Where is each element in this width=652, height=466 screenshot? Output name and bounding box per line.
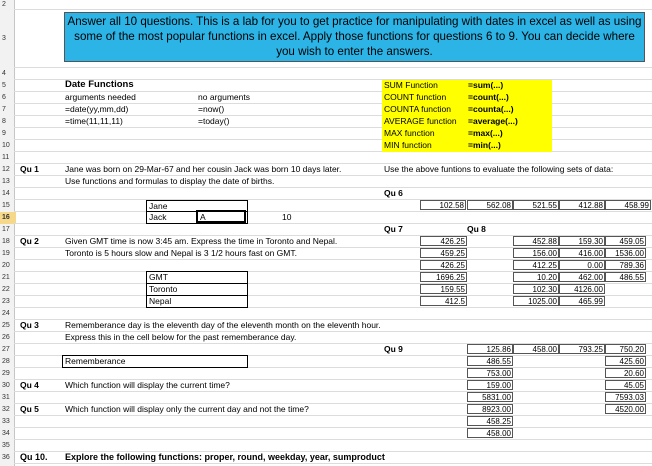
qu7-data-cell[interactable]: 426.25 xyxy=(420,260,467,270)
qu3-text-2: Express this in the cell below for the past rememberance day. xyxy=(65,332,297,342)
row-header-11[interactable]: 11 xyxy=(2,154,10,161)
row-header-20[interactable]: 20 xyxy=(2,262,10,269)
qu9-data-cell[interactable]: 486.55 xyxy=(467,356,513,366)
qu2-text-2: Toronto is 5 hours slow and Nepal is 3 1/2 hours fast on GMT. xyxy=(65,248,297,258)
nepal-label: Nepal xyxy=(149,296,172,306)
qu9-label: Qu 9 xyxy=(384,344,403,354)
qu6-data-cell[interactable]: 521.55 xyxy=(513,200,559,210)
qu7-data-cell[interactable]: 159.55 xyxy=(420,284,467,294)
qu7-data-cell[interactable]: 426.25 xyxy=(420,236,467,246)
jack-label: Jack xyxy=(149,212,167,222)
function-formula: =count(...) xyxy=(468,92,509,102)
gridline xyxy=(14,415,652,416)
qu8-data-cell[interactable]: 789.36 xyxy=(605,260,646,270)
row-header-35[interactable]: 35 xyxy=(2,442,10,449)
jane-label: Jane xyxy=(149,201,168,211)
qu1-text-1: Jane was born on 29-Mar-67 and her cousin Jack was born 10 days later. xyxy=(65,164,342,174)
qu10-text: Explore the following functions: proper, round, weekday, year, sumproduct xyxy=(65,452,385,462)
gridline xyxy=(14,127,652,128)
qu6-data-cell[interactable]: 412.88 xyxy=(559,200,605,210)
qu8-data-cell[interactable]: 416.00 xyxy=(559,248,605,258)
today-formula: =today() xyxy=(198,116,230,126)
gridline xyxy=(14,151,652,152)
row-header-2[interactable]: 2 xyxy=(2,1,6,8)
qu3-label: Qu 3 xyxy=(20,320,39,330)
row-header-7[interactable]: 7 xyxy=(2,106,6,113)
qu1-text-2: Use functions and formulas to display the date of births. xyxy=(65,176,275,186)
row-header-10[interactable]: 10 xyxy=(2,142,10,149)
qu8-data-cell[interactable]: 412.25 xyxy=(513,260,559,270)
rememberance-label: Rememberance xyxy=(65,356,126,366)
gridline xyxy=(14,307,652,308)
qu5-text: Which function will display only the current day and not the time? xyxy=(65,404,309,414)
qu8-data-cell[interactable]: 486.55 xyxy=(605,272,646,282)
qu6-data-cell[interactable]: 458.99 xyxy=(605,200,651,210)
no-args-label: no arguments xyxy=(198,92,250,102)
gmt-label: GMT xyxy=(149,272,168,282)
qu9-data-cell[interactable]: 20.60 xyxy=(605,368,646,378)
qu5-label: Qu 5 xyxy=(20,404,39,414)
row-header-14[interactable]: 14 xyxy=(2,190,10,197)
row-header-21[interactable]: 21 xyxy=(2,274,10,281)
qu6-data-cell[interactable]: 562.08 xyxy=(467,200,513,210)
qu8-data-cell[interactable]: 1536.00 xyxy=(605,248,646,258)
function-formula: =average(...) xyxy=(468,116,518,126)
row-header-6[interactable]: 6 xyxy=(2,94,6,101)
args-needed-label: arguments needed xyxy=(65,92,136,102)
qu7-data-cell[interactable]: 459.25 xyxy=(420,248,467,258)
row-header-4[interactable]: 4 xyxy=(2,70,6,77)
qu9-data-cell[interactable]: 458.25 xyxy=(467,416,513,426)
qu8-data-cell[interactable]: 0.00 xyxy=(559,260,605,270)
qu10-label: Qu 10. xyxy=(20,452,48,462)
qu8-data-cell[interactable]: 102.30 xyxy=(513,284,559,294)
qu3-text-1: Rememberance day is the eleventh day of the eleventh month on the eleventh hour. xyxy=(65,320,381,330)
qu8-label: Qu 8 xyxy=(467,224,486,234)
qu9-data-cell[interactable]: 750.20 xyxy=(605,344,646,354)
row-header-33[interactable]: 33 xyxy=(2,418,10,425)
qu8-data-cell[interactable]: 465.99 xyxy=(559,296,605,306)
row-header-18[interactable]: 18 xyxy=(2,238,10,245)
row-header-13[interactable]: 13 xyxy=(2,178,10,185)
function-name: MIN function xyxy=(384,140,432,150)
row-header-30[interactable]: 30 xyxy=(2,382,10,389)
row-header-27[interactable]: 27 xyxy=(2,346,10,353)
gridline xyxy=(14,439,652,440)
row-header-8[interactable]: 8 xyxy=(2,118,6,125)
row-header-29[interactable]: 29 xyxy=(2,370,10,377)
qu7-data-cell[interactable]: 1696.25 xyxy=(420,272,467,282)
qu8-data-cell[interactable]: 156.00 xyxy=(513,248,559,258)
now-formula: =now() xyxy=(198,104,225,114)
gridline xyxy=(14,223,652,224)
qu8-data-cell[interactable]: 459.05 xyxy=(605,236,646,246)
qu9-data-cell[interactable]: 45.05 xyxy=(605,380,646,390)
gridline xyxy=(14,211,652,212)
qu8-data-cell[interactable]: 4126.00 xyxy=(559,284,605,294)
row-header-3[interactable]: 3 xyxy=(2,35,6,42)
row-header-32[interactable]: 32 xyxy=(2,406,10,413)
gridline xyxy=(14,463,652,464)
qu6-label: Qu 6 xyxy=(384,188,403,198)
row-header-17[interactable]: 17 xyxy=(2,226,10,233)
qu7-label: Qu 7 xyxy=(384,224,403,234)
function-formula: =sum(...) xyxy=(468,80,504,90)
row-header-28[interactable]: 28 xyxy=(2,358,10,365)
qu4-label: Qu 4 xyxy=(20,380,39,390)
qu9-data-cell[interactable]: 4520.00 xyxy=(605,404,646,414)
qu9-data-cell[interactable]: 125.86 xyxy=(467,344,513,354)
function-name: MAX function xyxy=(384,128,435,138)
function-name: SUM Function xyxy=(384,80,438,90)
gridline xyxy=(14,139,652,140)
date-formula: =date(yy,mm,dd) xyxy=(65,104,129,114)
qu9-data-cell[interactable]: 458.00 xyxy=(467,428,513,438)
qu2-text-1: Given GMT time is now 3:45 am. Express the time in Toronto and Nepal. xyxy=(65,236,338,246)
row-header-23[interactable]: 23 xyxy=(2,298,10,305)
row-header-24[interactable]: 24 xyxy=(2,310,10,317)
row-header-9[interactable]: 9 xyxy=(2,130,6,137)
qu2-label: Qu 2 xyxy=(20,236,39,246)
qu7-data-cell[interactable]: 412.5 xyxy=(420,296,467,306)
qu9-data-cell[interactable]: 458.00 xyxy=(513,344,559,354)
qu8-data-cell[interactable]: 10.20 xyxy=(513,272,559,282)
date-functions-title: Date Functions xyxy=(65,79,134,90)
gridline xyxy=(14,187,652,188)
row-header-16[interactable]: 16 xyxy=(0,212,16,224)
function-name: COUNT function xyxy=(384,92,447,102)
qu9-data-cell[interactable]: 7593.03 xyxy=(605,392,646,402)
qu9-data-cell[interactable]: 425.60 xyxy=(605,356,646,366)
row-header-5[interactable]: 5 xyxy=(2,82,6,89)
qu8-data-cell[interactable]: 452.88 xyxy=(513,236,559,246)
row-header-25[interactable]: 25 xyxy=(2,322,10,329)
function-formula: =max(...) xyxy=(468,128,503,138)
gridline xyxy=(14,9,652,10)
instructions-banner[interactable]: Answer all 10 questions. This is a lab for you to get practice for manipulating with dates in excel as well as using some of the most popular functions in excel. Apply those functions for questions 6 to 9. You can decide where you wish to enter the answers. xyxy=(64,12,645,62)
row-header-19[interactable]: 19 xyxy=(2,250,10,257)
qu9-data-cell[interactable]: 5831.00 xyxy=(467,392,513,402)
time-formula: =time(11,11,11) xyxy=(65,116,123,126)
qu1-label: Qu 1 xyxy=(20,164,39,174)
function-name: AVERAGE function xyxy=(384,116,457,126)
qu9-data-cell[interactable]: 8923.00 xyxy=(467,404,513,414)
row-header-34[interactable]: 34 xyxy=(2,430,10,437)
qu6-data-cell[interactable]: 102.58 xyxy=(420,200,466,210)
function-formula: =min(...) xyxy=(468,140,501,150)
qu9-data-cell[interactable]: 159.00 xyxy=(467,380,513,390)
gridline xyxy=(14,67,652,68)
function-name: COUNTA function xyxy=(384,104,451,114)
qu8-data-cell[interactable]: 159.30 xyxy=(559,236,605,246)
qu9-data-cell[interactable]: 753.00 xyxy=(467,368,513,378)
gridline xyxy=(14,427,652,428)
qu9-data-cell[interactable]: 793.25 xyxy=(559,344,605,354)
qu4-text: Which function will display the current time? xyxy=(65,380,230,390)
row-header-22[interactable]: 22 xyxy=(2,286,10,293)
toronto-label: Toronto xyxy=(149,284,178,294)
qu8-data-cell[interactable]: 1025.00 xyxy=(513,296,559,306)
row-header-31[interactable]: 31 xyxy=(2,394,10,401)
active-cell-value: A xyxy=(200,212,206,222)
row-header-12[interactable]: 12 xyxy=(2,166,10,173)
use-above-text: Use the above funtions to evaluate the following sets of data: xyxy=(384,164,614,174)
row-header-26[interactable]: 26 xyxy=(2,334,10,341)
gridline xyxy=(14,391,652,392)
function-formula: =counta(...) xyxy=(468,104,514,114)
ten-value: 10 xyxy=(282,212,292,222)
qu8-data-cell[interactable]: 462.00 xyxy=(559,272,605,282)
row-header-15[interactable]: 15 xyxy=(2,202,10,209)
row-header-36[interactable]: 36 xyxy=(2,454,10,461)
